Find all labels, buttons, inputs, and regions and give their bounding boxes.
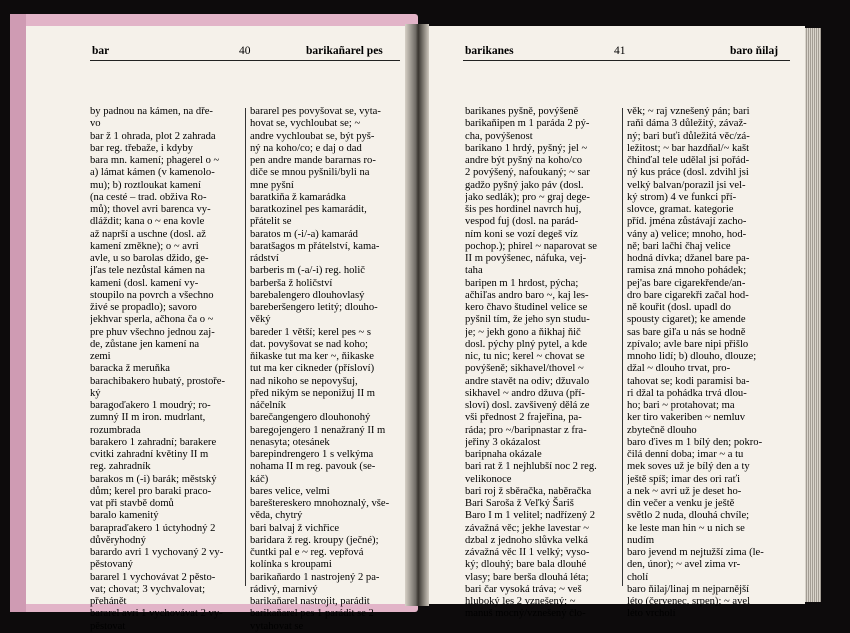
- dictionary-line: baratkiňa ž kamarádka: [250, 191, 346, 203]
- dictionary-line: gadžo pyšný jako páv (dosl.: [465, 179, 584, 191]
- dictionary-line: ramisa zná mnoho pohádek;: [627, 265, 747, 277]
- right-column-1: [465, 106, 615, 621]
- dictionary-line: ještě spíš; imar des ori raťi: [627, 473, 741, 485]
- dictionary-line: vši přednost 2 frajeřina, pa-: [465, 412, 582, 424]
- dictionary-line: sikhavel ~ andro džuva (pří-: [465, 387, 585, 399]
- dictionary-line: baridara ž reg. kroupy (ječné);: [250, 534, 379, 546]
- dictionary-line: barapraďakero 1 úctyhodný 2: [90, 522, 216, 534]
- dictionary-line: vlasy; bare berša dlouhá léta;: [465, 571, 589, 583]
- dictionary-line: závažná věc II 1 velký; vyso-: [465, 547, 590, 558]
- dictionary-line: káč): [250, 473, 269, 485]
- dictionary-line: Bari Saroša ž Veľký Šariš: [465, 498, 574, 509]
- dictionary-line: čuntki pal e ~ reg. vepřová: [250, 547, 364, 558]
- dictionary-line: sloví) dosl. zavšivený dělá ze: [465, 400, 590, 411]
- dictionary-line: jekhvar sperla, ačhona ča o ~: [90, 314, 214, 326]
- dictionary-line: pre phuv všechno jednou zaj-: [90, 326, 215, 338]
- dictionary-line: baro jevend m nejtužší zima (le-: [627, 547, 764, 558]
- dictionary-line: před nikým se neponižuj II m: [250, 387, 376, 399]
- book-gutter: [405, 24, 429, 606]
- dictionary-line: bararel pes povyšovat se, vyta-: [250, 106, 381, 117]
- dictionary-line: vat při stavbě domů: [90, 498, 174, 509]
- dictionary-line: Baro I m 1 velitel; nadřízený 2: [465, 510, 596, 522]
- dictionary-line: věda, chytrý: [250, 510, 303, 522]
- dictionary-line: andre být pyšný na koho/co: [465, 155, 583, 166]
- dictionary-line: velikonoce: [465, 473, 512, 485]
- dictionary-line: rádství: [250, 253, 279, 264]
- dictionary-line: baragoďakero 1 moudrý; ro-: [90, 400, 211, 411]
- dictionary-line: cholí: [627, 571, 649, 583]
- dictionary-line: bari balvaj ž vichřice: [250, 522, 340, 534]
- dictionary-line: živé se propadlo); savoro: [90, 302, 197, 313]
- dictionary-line: II m povýšenec, náfuka, vej-: [465, 253, 587, 264]
- dictionary-line: baro ďives m 1 bílý den; pokro-: [627, 436, 763, 448]
- dictionary-line: léto (červenec, srpen); ~ avel: [627, 596, 751, 607]
- dictionary-line: den, únor); ~ avel zima vr-: [627, 559, 741, 571]
- dictionary-line: raňi dáma 3 důležitý, závaž-: [627, 118, 747, 130]
- dictionary-line: bar reg. třebaže, i kdyby: [90, 142, 193, 154]
- dictionary-line: dzbal z jednoho slůvka velká: [465, 534, 588, 546]
- dictionary-line: mu); b) roztloukat kamení: [90, 179, 201, 191]
- dictionary-line: ležitost; ~ bar hazdňal/~ kašt: [627, 142, 750, 154]
- dictionary-line: přehánět: [90, 596, 127, 607]
- dictionary-line: dat. povyšovat se nad koho;: [250, 338, 368, 350]
- dictionary-line: barikaňarel pes 1 parádit se 2: [250, 608, 374, 620]
- dictionary-line: jeřiny 3 okázalost: [465, 436, 541, 448]
- left-header-rule: [90, 60, 400, 61]
- dictionary-line: slovce, gramat. kategorie: [627, 204, 734, 215]
- dictionary-line: věký: [250, 314, 271, 326]
- dictionary-line: léto vrcholí: [627, 608, 676, 620]
- dictionary-line: dosl. pýchy plný pytel, a kde: [465, 338, 588, 350]
- dictionary-line: tut ma ker cikneder (přísloví): [250, 363, 375, 375]
- dictionary-line: barikaňardo 1 nastrojený 2 pa-: [250, 571, 380, 583]
- dictionary-line: hovat se, vychloubat se; ~: [250, 118, 361, 130]
- dictionary-line: mnoho lidí; b) dlouho, dlouze;: [627, 351, 757, 362]
- dictionary-line: baripen m 1 hrdost, pýcha;: [465, 277, 579, 289]
- dictionary-line: ně kouřit (dosl. upadl do: [627, 302, 731, 313]
- dictionary-line: ný; bari buťi důležitá věc/zá-: [627, 130, 750, 142]
- right-header-rule: [463, 60, 790, 61]
- left-column-2: [250, 106, 400, 633]
- dictionary-line: ri džal ta pohádka trvá dlou-: [627, 387, 747, 399]
- dictionary-line: nenasyta; otesánek: [250, 436, 330, 448]
- dictionary-line: mne pyšní: [250, 179, 294, 191]
- dictionary-line: 2 povýšený, nafoukaný; ~ sar: [465, 167, 590, 179]
- right-header-word: barikanes: [465, 45, 514, 57]
- dictionary-line: barberis m (-a/-i) reg. holič: [250, 265, 366, 277]
- dictionary-line: zumný II m iron. mudrlant,: [90, 412, 206, 424]
- dictionary-line: a nek ~ avri už je deset ho-: [627, 485, 742, 497]
- dictionary-line: čhinďal tele udělal jsi pořád-: [627, 155, 750, 166]
- dictionary-line: rozumbrada: [90, 424, 141, 436]
- dictionary-line: bares velice, velmi: [250, 485, 330, 497]
- dictionary-line: stoupilo na povrch a všechno: [90, 289, 214, 301]
- right-column-divider: [622, 108, 623, 586]
- dictionary-line: by padnou na kámen, na dře-: [90, 106, 213, 117]
- right-page-number: 41: [614, 45, 626, 57]
- dictionary-line: dro bare cigarekři začal hod-: [627, 289, 749, 301]
- dictionary-line: bar ž 1 ohrada, plot 2 zahrada: [90, 130, 216, 142]
- left-page-number: 40: [239, 45, 251, 57]
- dictionary-line: příd. jména zůstávají zacho-: [627, 216, 747, 228]
- dictionary-line: baro ňilaj/linaj m nejparnější: [627, 583, 750, 595]
- dictionary-line: baratšagos m přátelství, kama-: [250, 240, 380, 252]
- dictionary-line: pěstovaný: [90, 559, 133, 571]
- dictionary-line: ný kus práce (dosl. zdvihl jsi: [627, 167, 749, 179]
- dictionary-line: barikaňipen m 1 paráda 2 pý-: [465, 118, 590, 130]
- dictionary-line: čilá denní doba; imar ~ a tu: [627, 449, 744, 460]
- dictionary-line: ním koni se vozí degeš víz: [465, 228, 578, 240]
- dictionary-line: ke leste man hin ~ u nich se: [627, 522, 745, 534]
- dictionary-line: až naprší a uschne (dosl. až: [90, 228, 206, 240]
- right-header-last-word: baro ňilaj: [730, 45, 779, 57]
- dictionary-line: zemi: [90, 351, 111, 362]
- dictionary-line: reg. zahradník: [90, 461, 151, 473]
- dictionary-line: nohama II m reg. pavouk (se-: [250, 461, 376, 473]
- dictionary-line: džal ~ dlouho trvat, pro-: [627, 363, 731, 375]
- page-edges: [805, 28, 821, 602]
- dictionary-line: tahovat se; kodi paramisi ba-: [627, 375, 750, 387]
- dictionary-line: náčelník: [250, 400, 286, 411]
- dictionary-line: vat; chovat; 3 vychvalovat;: [90, 583, 206, 595]
- dictionary-line: nad nikoho se nepovyšuj,: [250, 375, 358, 387]
- dictionary-line: barakos m (-i) barák; městský: [90, 473, 217, 485]
- dictionary-line: ráda; pro ~/baripnastar z fra-: [465, 424, 587, 436]
- dictionary-line: avle, u so barolas džido, ge-: [90, 253, 209, 264]
- dictionary-line: je; ~ jekh gono a ňikhaj ňič: [465, 326, 581, 338]
- dictionary-line: kero čhavo študinel velice se: [465, 302, 588, 313]
- dictionary-line: hodná dívka; džanel bare pa-: [627, 253, 750, 264]
- dictionary-line: ňikaske tut ma ker ~, ňikaske: [250, 351, 374, 362]
- dictionary-line: kolínka s kroupami: [250, 559, 332, 571]
- dictionary-line: bara mn. kamení; phagerel o ~: [90, 155, 220, 166]
- dictionary-line: pen andre mande bararnas ro-: [250, 155, 376, 166]
- dictionary-line: bareder 1 větší; kerel pes ~ s: [250, 326, 372, 338]
- dictionary-line: ký: [90, 387, 101, 399]
- dictionary-line: věk; ~ raj vznešený pán; bari: [627, 106, 750, 117]
- right-column-2: [627, 106, 777, 621]
- dictionary-line: šis pes hordinel navrch huj,: [465, 204, 582, 215]
- dictionary-line: din večer a venku je ještě: [627, 498, 735, 509]
- dictionary-line: přátelit se: [250, 216, 292, 228]
- dictionary-line: pěstovat: [90, 620, 126, 632]
- dictionary-line: manuš mocný/vznešený člo-: [465, 608, 586, 620]
- dictionary-line: diče se mnou pyšnili/byli na: [250, 167, 370, 179]
- left-header-word: bar: [92, 45, 110, 57]
- dictionary-line: ký strom) 4 ve funkci pří-: [627, 191, 737, 203]
- dictionary-line: velký balvan/porazil jsi vel-: [627, 179, 746, 191]
- left-header-last-word: barikañarel pes: [306, 45, 383, 57]
- dictionary-line: bari roj ž sběračka, naběračka: [465, 485, 592, 497]
- dictionary-line: barardo avri 1 vychovaný 2 vy-: [90, 547, 224, 558]
- dictionary-line: ho; bari ~ protahovat; ma: [627, 400, 735, 411]
- dictionary-line: důvěryhodný: [90, 534, 146, 546]
- dictionary-line: pyšnil tím, že jeho syn studu-: [465, 314, 590, 326]
- dictionary-line: baratos m (-i/-a) kamarád: [250, 228, 358, 240]
- book-cover-edge: [10, 14, 26, 612]
- dictionary-line: baralo kamenitý: [90, 510, 159, 522]
- dictionary-line: mek soves už je bílý den a ty: [627, 461, 750, 473]
- dictionary-line: barikaňarel nastrojit, parádit: [250, 596, 370, 607]
- dictionary-line: zpívalo; avle bare nipi přišlo: [627, 338, 749, 350]
- dictionary-line: barečangengero dlouhonohý: [250, 412, 371, 424]
- dictionary-line: cha, povýšenost: [465, 130, 533, 142]
- dictionary-line: ný na koho/co; e daj o dad: [250, 142, 362, 154]
- dictionary-line: barberša ž holičství: [250, 277, 333, 289]
- dictionary-line: bareštereskero mnohoznalý, vše-: [250, 498, 390, 509]
- dictionary-line: sas bare giľa u nás se hodně: [627, 326, 746, 338]
- dictionary-line: ačhiľas andro baro ~, kaj les-: [465, 289, 589, 301]
- dictionary-line: ně; bari lačhi čhaj velice: [627, 240, 731, 252]
- dictionary-line: vespod fuj (dosl. na parád-: [465, 216, 579, 228]
- dictionary-line: bararel avri 1 vychovávat 2 vy-: [90, 608, 223, 620]
- dictionary-line: vytahovat se: [250, 620, 304, 632]
- dictionary-line: kamení změkne); o ~ avri: [90, 240, 199, 252]
- dictionary-line: mů); thovel avri barenca vy-: [90, 204, 211, 215]
- dictionary-line: baracka ž meruňka: [90, 363, 170, 375]
- dictionary-line: barepindrengero 1 s velkýma: [250, 449, 374, 460]
- dictionary-line: hluboký les 2 vznešený; ~: [465, 596, 576, 607]
- dictionary-line: jako sedlák); pro ~ graj dege-: [465, 191, 590, 203]
- dictionary-line: kameni (dosl. kamení vy-: [90, 277, 199, 289]
- dictionary-line: spousty cigaret); ke amende: [627, 314, 746, 326]
- left-column-divider: [245, 108, 246, 586]
- dictionary-line: vo: [90, 118, 101, 130]
- dictionary-line: vány a) velice; mnoho, hod-: [627, 228, 747, 240]
- dictionary-line: baregojengero 1 nenažraný II m: [250, 424, 386, 436]
- dictionary-line: nudím: [627, 534, 655, 546]
- dictionary-line: a) lámat kámen (v kamenolo-: [90, 167, 215, 179]
- dictionary-line: bararel 1 vychovávat 2 pěsto-: [90, 571, 216, 583]
- dictionary-line: barachibakero hubatý, prostoře-: [90, 375, 226, 387]
- dictionary-line: ker tiro vakeriben ~ nemluv: [627, 412, 746, 424]
- dictionary-line: dům; kerel pro baraki praco-: [90, 485, 212, 497]
- dictionary-line: andre vychloubat se, být pyš-: [250, 130, 375, 142]
- dictionary-line: nic, tu nic; kerel ~ chovat se: [465, 351, 585, 362]
- dictionary-line: barebalengero dlouhovlasý: [250, 289, 365, 301]
- dictionary-line: bari čar vysoká tráva; ~ veš: [465, 583, 582, 595]
- dictionary-line: de, zůstane jen kamení na: [90, 338, 200, 350]
- dictionary-line: baripnaha okázale: [465, 449, 542, 460]
- dictionary-line: jľas tele nezůstal kámen na: [90, 265, 205, 277]
- dictionary-line: barikanes pyšně, povýšeně: [465, 106, 579, 117]
- left-column-1: [90, 106, 240, 633]
- dictionary-line: zbytečně dlouho: [627, 424, 697, 436]
- dictionary-line: rádivý, marnivý: [250, 583, 318, 595]
- dictionary-line: pochop.); phirel ~ naparovat se: [465, 240, 597, 252]
- dictionary-line: cvitki zahradní květiny II m: [90, 449, 209, 460]
- dictionary-line: pej'as bare cigarekřende/an-: [627, 277, 746, 289]
- dictionary-line: povýšeně; sikhavel/thovel ~: [465, 363, 584, 375]
- dictionary-line: taha: [465, 265, 483, 277]
- dictionary-line: baratkozinel pes kamarádit,: [250, 204, 367, 215]
- dictionary-line: barikano 1 hrdý, pyšný; jel ~: [465, 142, 588, 154]
- dictionary-line: světlo 2 nuda, dlouhá chvíle;: [627, 510, 750, 522]
- dictionary-line: dláždit; kana o ~ ena kovle: [90, 216, 205, 228]
- dictionary-line: závažná věc; jekhe lavestar ~: [465, 522, 589, 534]
- dictionary-line: ký; dlouhý; bare bala dlouhé: [465, 559, 587, 571]
- dictionary-line: barakero 1 zahradní; barakere: [90, 436, 217, 448]
- dictionary-line: bari rat ž 1 nejhlubší noc 2 reg.: [465, 461, 597, 473]
- dictionary-line: (na cesté – trad. obživa Ro-: [90, 191, 207, 203]
- dictionary-line: andre stavět na odiv; džuvalo: [465, 375, 590, 387]
- dictionary-line: bareberšengero letitý; dlouho-: [250, 302, 378, 313]
